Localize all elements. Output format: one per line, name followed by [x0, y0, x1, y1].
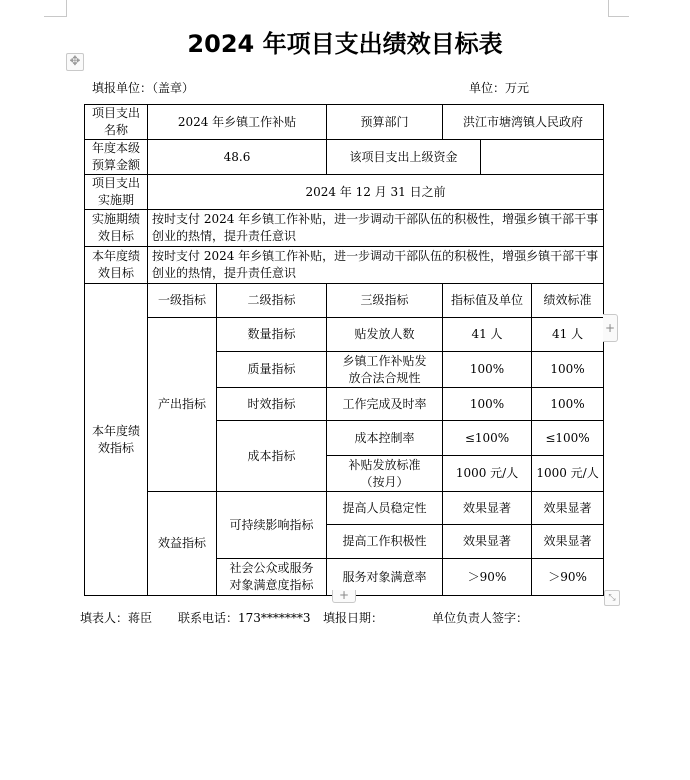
budget-dept-value[interactable]: 洪江市塘湾镇人民政府: [443, 105, 604, 140]
level3-cell[interactable]: 提高工作积极性: [327, 525, 443, 559]
filler-label: 填表人：蒋臣: [80, 611, 153, 625]
value-cell[interactable]: 100%: [443, 352, 532, 388]
level3-cell[interactable]: 补贴发放标准（按月）: [327, 456, 443, 492]
add-row-button[interactable]: +: [332, 590, 356, 603]
table-row: [85, 492, 604, 525]
signature-label: 单位负责人签字：: [432, 611, 529, 625]
table-row: [85, 247, 604, 284]
table-header-row: [85, 284, 604, 318]
table-resize-handle-icon[interactable]: ⤡: [604, 590, 620, 606]
period-goal-label: 实施期绩效目标: [85, 210, 148, 247]
standard-cell[interactable]: ＞90%: [532, 559, 604, 596]
add-column-button[interactable]: +: [603, 314, 618, 342]
period-value[interactable]: 2024 年 12 月 31 日之前: [148, 175, 604, 210]
standard-cell[interactable]: 41 人: [532, 318, 604, 352]
annual-budget-value[interactable]: 48.6: [148, 140, 327, 175]
standard-cell[interactable]: 1000 元/人: [532, 456, 604, 492]
period-goal-value[interactable]: 按时支付 2024 年乡镇工作补贴，进一步调动干部队伍的积极性，增强乡镇干部干事创业的热情，提升责任意识: [148, 210, 604, 247]
level3-cell[interactable]: 成本控制率: [327, 421, 443, 456]
level3-cell[interactable]: 贴发放人数: [327, 318, 443, 352]
level2-cell[interactable]: 成本指标: [217, 421, 327, 492]
header-level2: 二级指标: [217, 284, 327, 318]
level3-cell[interactable]: 乡镇工作补贴发放合法合规性: [327, 352, 443, 388]
value-cell[interactable]: 效果显著: [443, 492, 532, 525]
unit-label: 单位：万元: [469, 81, 530, 95]
table-row: [85, 105, 604, 140]
annual-goal-label: 本年度绩效目标: [85, 247, 148, 284]
level2-cell[interactable]: 质量指标: [217, 352, 327, 388]
standard-cell[interactable]: 效果显著: [532, 492, 604, 525]
level2-cell[interactable]: 可持续影响指标: [217, 492, 327, 559]
superior-funds-label: 该项目支出上级资金: [327, 140, 481, 175]
value-cell[interactable]: 100%: [443, 388, 532, 421]
value-cell[interactable]: ≤100%: [443, 421, 532, 456]
standard-cell[interactable]: 100%: [532, 352, 604, 388]
output-indicator-label: 产出指标: [148, 318, 217, 492]
phone-label: 联系电话：173*******3: [178, 611, 311, 625]
header-level1: 一级指标: [148, 284, 217, 318]
value-cell[interactable]: ＞90%: [443, 559, 532, 596]
level2-cell[interactable]: 社会公众或服务对象满意度指标: [217, 559, 327, 596]
page-corner-mark-right: [608, 0, 629, 17]
period-label: 项目支出实施期: [85, 175, 148, 210]
annual-goal-value[interactable]: 按时支付 2024 年乡镇工作补贴，进一步调动干部队伍的积极性，增强乡镇干部干事创业的热情，提升责任意识: [148, 247, 604, 284]
indicators-label: 本年度绩效指标: [85, 284, 148, 596]
table-row: [85, 318, 604, 352]
level3-cell[interactable]: 提高人员稳定性: [327, 492, 443, 525]
document-title: 2024 年项目支出绩效目标表: [187, 30, 503, 58]
value-cell[interactable]: 41 人: [443, 318, 532, 352]
header-standard: 绩效标准: [532, 284, 604, 318]
standard-cell[interactable]: ≤100%: [532, 421, 604, 456]
date-label: 填报日期：: [323, 611, 384, 625]
value-cell[interactable]: 效果显著: [443, 525, 532, 559]
performance-goal-table: [84, 104, 604, 596]
project-name-value[interactable]: 2024 年乡镇工作补贴: [148, 105, 327, 140]
header-level3: 三级指标: [327, 284, 443, 318]
table-row: [85, 140, 604, 175]
table-move-handle-icon[interactable]: ✥: [66, 53, 84, 71]
superior-funds-value[interactable]: [481, 140, 604, 175]
level3-cell[interactable]: 工作完成及时率: [327, 388, 443, 421]
reporting-unit-label: 填报单位：（盖章）: [92, 81, 195, 95]
annual-budget-label: 年度本级预算金额: [85, 140, 148, 175]
table-row: [85, 210, 604, 247]
value-cell[interactable]: 1000 元/人: [443, 456, 532, 492]
benefit-indicator-label: 效益指标: [148, 492, 217, 596]
table-row: [85, 175, 604, 210]
standard-cell[interactable]: 100%: [532, 388, 604, 421]
page-corner-mark-left: [44, 0, 67, 17]
budget-dept-label: 预算部门: [327, 105, 443, 140]
level2-cell[interactable]: 时效指标: [217, 388, 327, 421]
level3-cell[interactable]: 服务对象满意率: [327, 559, 443, 596]
project-name-label: 项目支出名称: [85, 105, 148, 140]
level2-cell[interactable]: 数量指标: [217, 318, 327, 352]
standard-cell[interactable]: 效果显著: [532, 525, 604, 559]
header-value: 指标值及单位: [443, 284, 532, 318]
